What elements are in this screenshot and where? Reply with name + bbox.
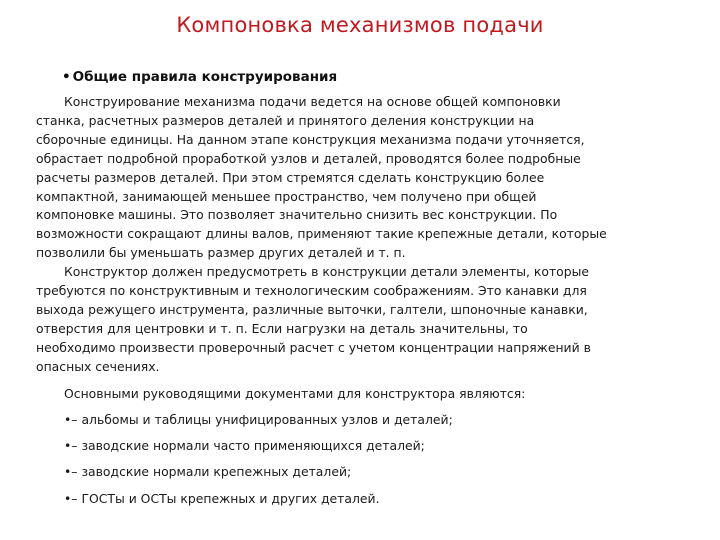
paragraph-line: компактной, занимающей меньшее пространство, чем получено при общей bbox=[36, 188, 537, 204]
paragraph-line: необходимо произвести проверочный расчет с учетом концентрации напряжений в bbox=[36, 339, 591, 355]
section-heading-text: Общие правила конструирования bbox=[72, 69, 338, 85]
heading-bullet: • bbox=[62, 69, 71, 85]
section-heading bbox=[62, 68, 337, 86]
paragraph-line: станка, расчетных размеров деталей и принятого деления конструкции на bbox=[36, 112, 535, 128]
paragraph-line: требуются по конструктивным и технологическим соображениям. Это канавки для bbox=[36, 283, 587, 299]
paragraph-line: позволили бы уменьшать размер других деталей и т. п. bbox=[36, 245, 406, 261]
paragraph-1 bbox=[36, 93, 686, 263]
paragraph-line: компоновке машины. Это позволяет значительно снизить вес конструкции. По bbox=[36, 207, 558, 223]
list-item: •– ГОСТы и ОСТы крепежных и других деталей. bbox=[64, 490, 380, 506]
slide-body bbox=[36, 93, 686, 509]
paragraph-line: опасных сечениях. bbox=[36, 358, 160, 374]
paragraph-line: выхода режущего инструмента, различные выточки, галтели, шпоночные канавки, bbox=[36, 301, 588, 317]
paragraph-2 bbox=[36, 263, 686, 376]
list-item: •– альбомы и таблицы унифицированных узлов и деталей; bbox=[64, 411, 453, 427]
document-list bbox=[36, 411, 686, 509]
paragraph-line: возможности сокращают длины валов, применяют такие крепежные детали, которые bbox=[36, 226, 607, 242]
paragraph-line: обрастает подробной проработкой узлов и деталей, проводятся более подробные bbox=[36, 150, 581, 166]
paragraph-line: Основными руководящими документами для конструктора являются: bbox=[64, 385, 526, 401]
slide-title: Компоновка механизмов подачи bbox=[176, 13, 544, 37]
paragraph-line: Конструктор должен предусмотреть в конструкции детали элементы, которые bbox=[64, 264, 590, 280]
list-item: •– заводские нормали часто применяющихся деталей; bbox=[64, 437, 425, 453]
paragraph-line: Конструирование механизма подачи ведется на основе общей компоновки bbox=[64, 94, 561, 109]
paragraph-line: расчеты размеров деталей. При этом стремятся сделать конструкцию более bbox=[36, 169, 545, 185]
paragraph-line: отверстия для центровки и т. п. Если нагрузки на деталь значительны, то bbox=[36, 320, 528, 336]
paragraph-line: сборочные единицы. На данном этапе конструкция механизма подачи уточняется, bbox=[36, 131, 585, 147]
paragraph-3 bbox=[36, 385, 686, 404]
list-item: •– заводские нормали крепежных деталей; bbox=[64, 464, 352, 480]
